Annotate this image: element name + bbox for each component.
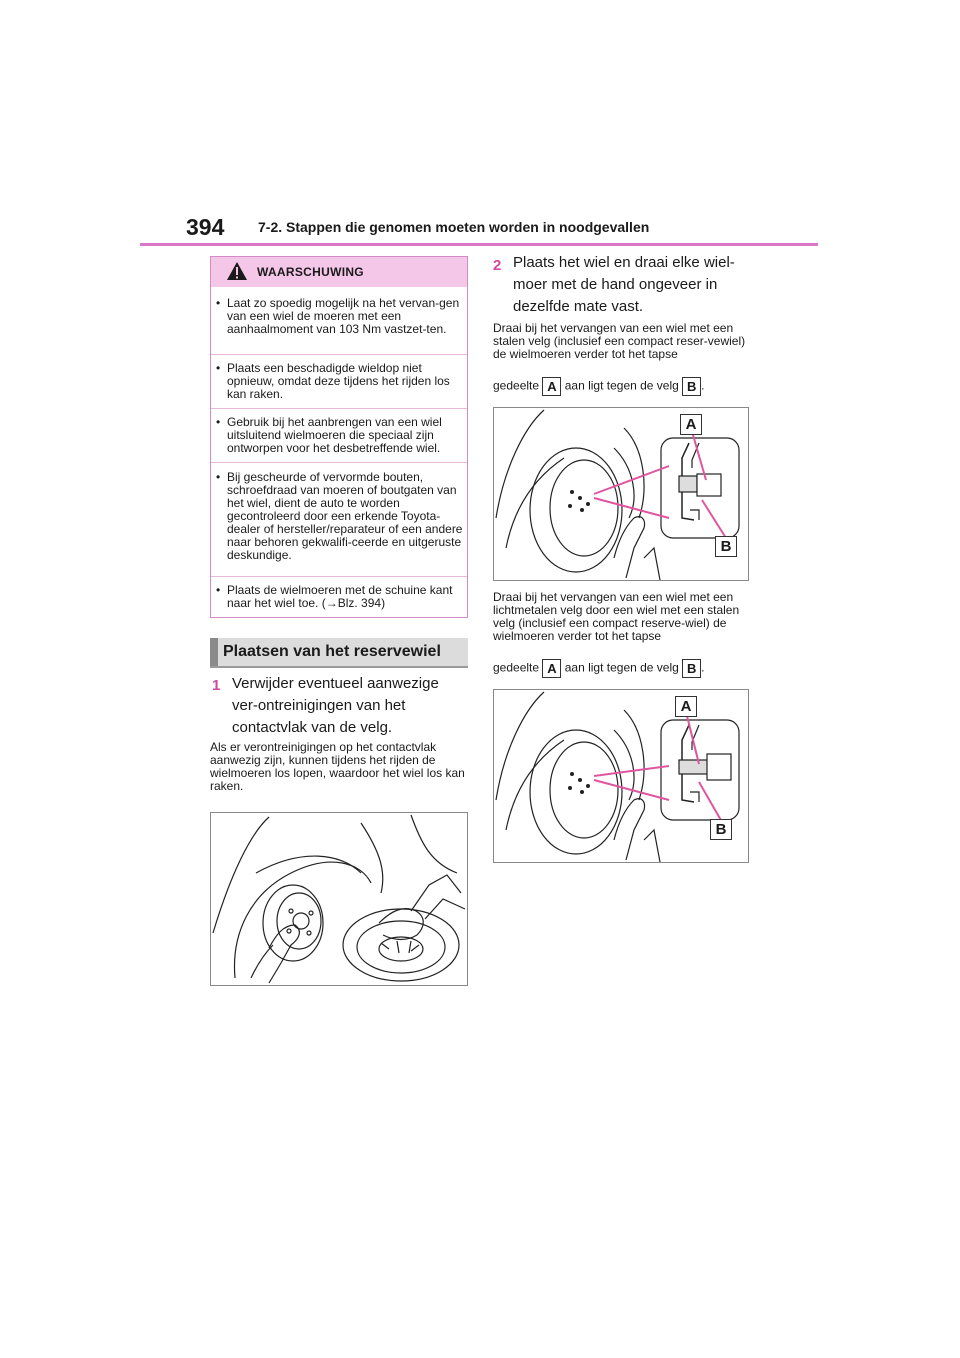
step-note-line [493, 659, 749, 678]
note-text: gedeelte [493, 660, 540, 675]
label-a-box: A [542, 377, 561, 396]
warning-bullet-text: Plaats de wielmoeren met de schuine kant naar het wiel toe. (→Blz. 394) [227, 583, 453, 610]
step-text: Plaats het wiel en draai elke wiel-moer met de hand ongeveer in dezelfde mate vast. [513, 254, 735, 315]
divider [211, 408, 467, 409]
figure-steel-wheel-nut [493, 407, 749, 581]
illustration-steel-wheel [494, 408, 748, 580]
warning-bullet-text: Laat zo spoedig mogelijk na het vervan-gen van een wiel de moeren met een aanhaalmoment van 103 Nm vastzet-ten. [227, 296, 460, 336]
callout-b: B [710, 819, 732, 840]
divider [211, 354, 467, 355]
divider [211, 462, 467, 463]
period: . [701, 378, 705, 393]
note-text: gedeelte [493, 378, 540, 393]
note-text: aan ligt tegen de velg [564, 378, 679, 393]
page-number: 394 [186, 214, 225, 240]
period: . [701, 660, 705, 675]
warning-title: WAARSCHUWING [257, 265, 364, 279]
callout-a: A [675, 696, 697, 717]
label-a-box: A [542, 659, 561, 678]
subheading-rule [210, 666, 468, 668]
warning-bullet-text: Bij gescheurde of vervormde bouten, schroefdraad van moeren of boutgaten van het wiel, dient de auto te worden gecontroleerd door een erkende Toyota-dealer of hersteller/reparateur of een andere naar behoren gekwalifi-ceerde en uitgeruste deskundige. [227, 470, 463, 562]
step-number: 2 [493, 257, 502, 274]
callout-b: B [715, 536, 737, 557]
warning-bullet-text: Plaats een beschadigde wieldop niet opnieuw, omdat deze tijdens het rijden los kan raken. [227, 361, 450, 401]
warning-bullet-text: Gebruik bij het aanbrengen van een wiel uitsluitend wielmoeren die speciaal zijn ontworpen voor het desbetreffende wiel. [227, 415, 442, 455]
step-number: 1 [212, 677, 221, 694]
warning-triangle-icon [226, 261, 248, 281]
note-text: aan ligt tegen de velg [564, 660, 679, 675]
step-text: Verwijder eventueel aanwezige ver-ontreinigingen van het contactvlak van de velg. [232, 675, 439, 736]
divider [211, 576, 467, 577]
illustration-cleaning [211, 813, 467, 985]
step-note-line [493, 377, 749, 396]
step-note: Draai bij het vervangen van een wiel met een lichtmetalen velg door een wiel met een stalen velg (inclusief een compact reserve-wiel) de wielmoeren verder tot het tapse [493, 590, 740, 643]
callout-a: A [680, 414, 702, 435]
header-rule [140, 243, 818, 246]
label-b-box: B [682, 659, 701, 678]
figure-alloy-wheel-nut [493, 689, 749, 863]
step-note: Als er verontreinigingen op het contactvlak aanwezig zijn, kunnen tijdens het rijden de wielmoeren los lopen, waardoor het wiel los kan raken. [210, 740, 465, 793]
subheading-accent [210, 638, 218, 666]
subheading-title: Plaatsen van het reservewiel [223, 643, 441, 660]
section-title: 7-2. Stappen die genomen moeten worden in noodgevallen [258, 219, 650, 235]
step-note: Draai bij het vervangen van een wiel met een stalen velg (inclusief een compact reser-vewiel) de wielmoeren verder tot het tapse [493, 321, 746, 361]
label-b-box: B [682, 377, 701, 396]
figure-clean-contact-surface [210, 812, 468, 986]
